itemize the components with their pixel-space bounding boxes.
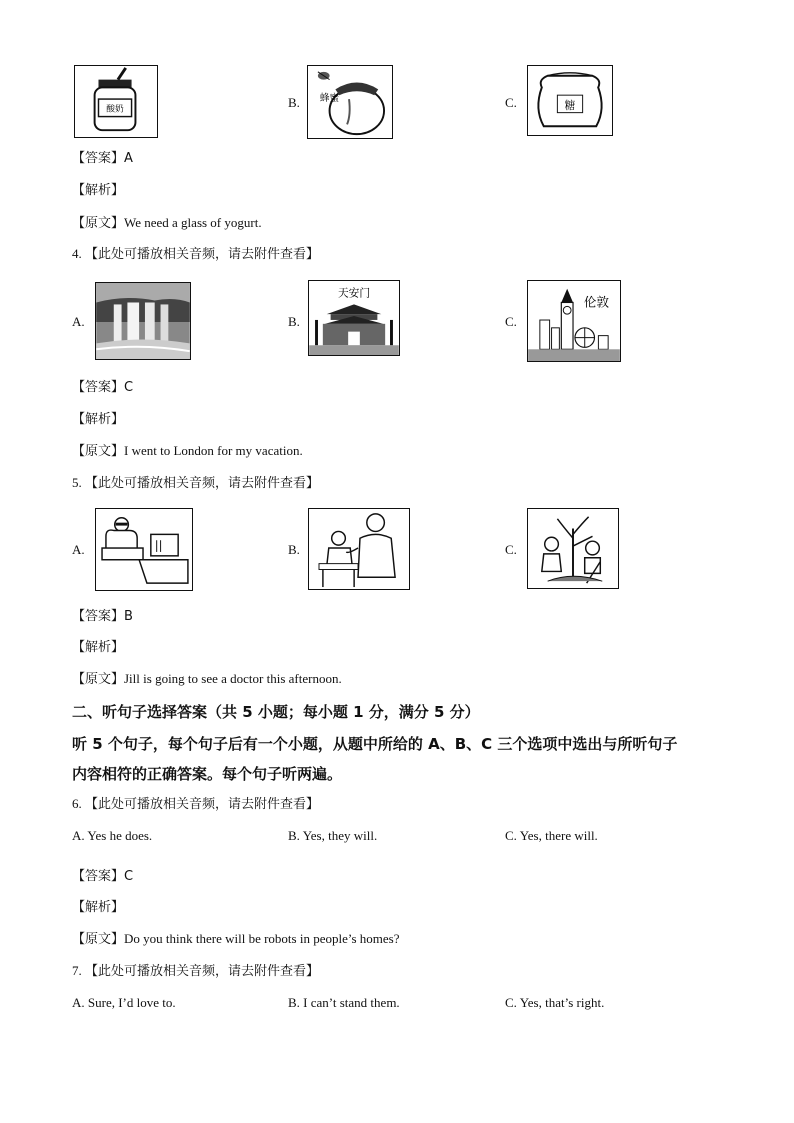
q7-option-a: A. Sure, I’d love to. — [72, 995, 176, 1010]
london-picture — [527, 280, 621, 362]
sugar-label: 糖 — [564, 98, 576, 112]
q6-option-c: C. Yes, there will. — [505, 828, 598, 843]
q5-transcript: 【原文】Jill is going to see a doctor this afternoon. — [72, 671, 342, 686]
q5-stem: 5. 【此处可播放相关音频，请去附件查看】 — [72, 475, 320, 490]
q5-option-a-label: A. — [72, 542, 85, 557]
yogurt-picture — [74, 65, 158, 138]
tree-planting-picture — [527, 508, 619, 589]
q5-analysis: 【解析】 — [72, 640, 125, 655]
section-2-instruction-line-1: 听 5 个句子，每个句子后有一个小题，从题中所给的 A、B、C 三个选项中选出与所听句子 — [72, 735, 678, 753]
q6-option-b: B. Yes, they will. — [288, 828, 378, 843]
q3-option-b-label: B. — [288, 95, 300, 110]
honey-picture — [307, 65, 393, 139]
yogurt-label: 酸奶 — [106, 104, 124, 115]
q4-option-a-label: A. — [72, 314, 85, 329]
q6-answer: 【答案】C — [72, 869, 134, 884]
waterfall-picture — [95, 282, 191, 360]
q3-answer: 【答案】A — [72, 151, 133, 166]
tv-watching-picture — [95, 508, 193, 591]
q5-option-b-label: B. — [288, 542, 300, 557]
q4-answer: 【答案】C — [72, 380, 134, 395]
doctor-visit-picture — [308, 508, 410, 590]
london-label: 伦敦 — [583, 294, 610, 310]
q6-transcript: 【原文】Do you think there will be robots in people’s homes? — [72, 931, 400, 946]
q5-answer: 【答案】B — [72, 609, 133, 624]
q3-option-c-label: C. — [505, 95, 517, 110]
tiananmen-picture — [308, 280, 400, 356]
q3-transcript: 【原文】We need a glass of yogurt. — [72, 215, 262, 230]
tiananmen-label: 天安门 — [337, 286, 371, 300]
section-2-title: 二、听句子选择答案（共 5 小题；每小题 1 分，满分 5 分） — [72, 703, 480, 721]
q4-option-c-label: C. — [505, 314, 517, 329]
sugar-picture — [527, 65, 613, 136]
q7-option-c: C. Yes, that’s right. — [505, 995, 605, 1010]
q7-option-b: B. I can’t stand them. — [288, 995, 400, 1010]
q6-stem: 6. 【此处可播放相关音频，请去附件查看】 — [72, 796, 320, 811]
q6-analysis: 【解析】 — [72, 900, 125, 915]
q7-stem: 7. 【此处可播放相关音频，请去附件查看】 — [72, 963, 320, 978]
section-2-instruction-line-2: 内容相符的正确答案。每个句子听两遍。 — [72, 765, 343, 783]
q6-option-a: A. Yes he does. — [72, 828, 153, 843]
q4-transcript: 【原文】I went to London for my vacation. — [72, 443, 303, 458]
honey-label: 蜂蜜 — [319, 93, 340, 105]
q4-option-b-label: B. — [288, 314, 300, 329]
q4-stem: 4. 【此处可播放相关音频，请去附件查看】 — [72, 246, 320, 261]
q5-option-c-label: C. — [505, 542, 517, 557]
q4-analysis: 【解析】 — [72, 412, 125, 427]
q3-analysis: 【解析】 — [72, 183, 125, 198]
